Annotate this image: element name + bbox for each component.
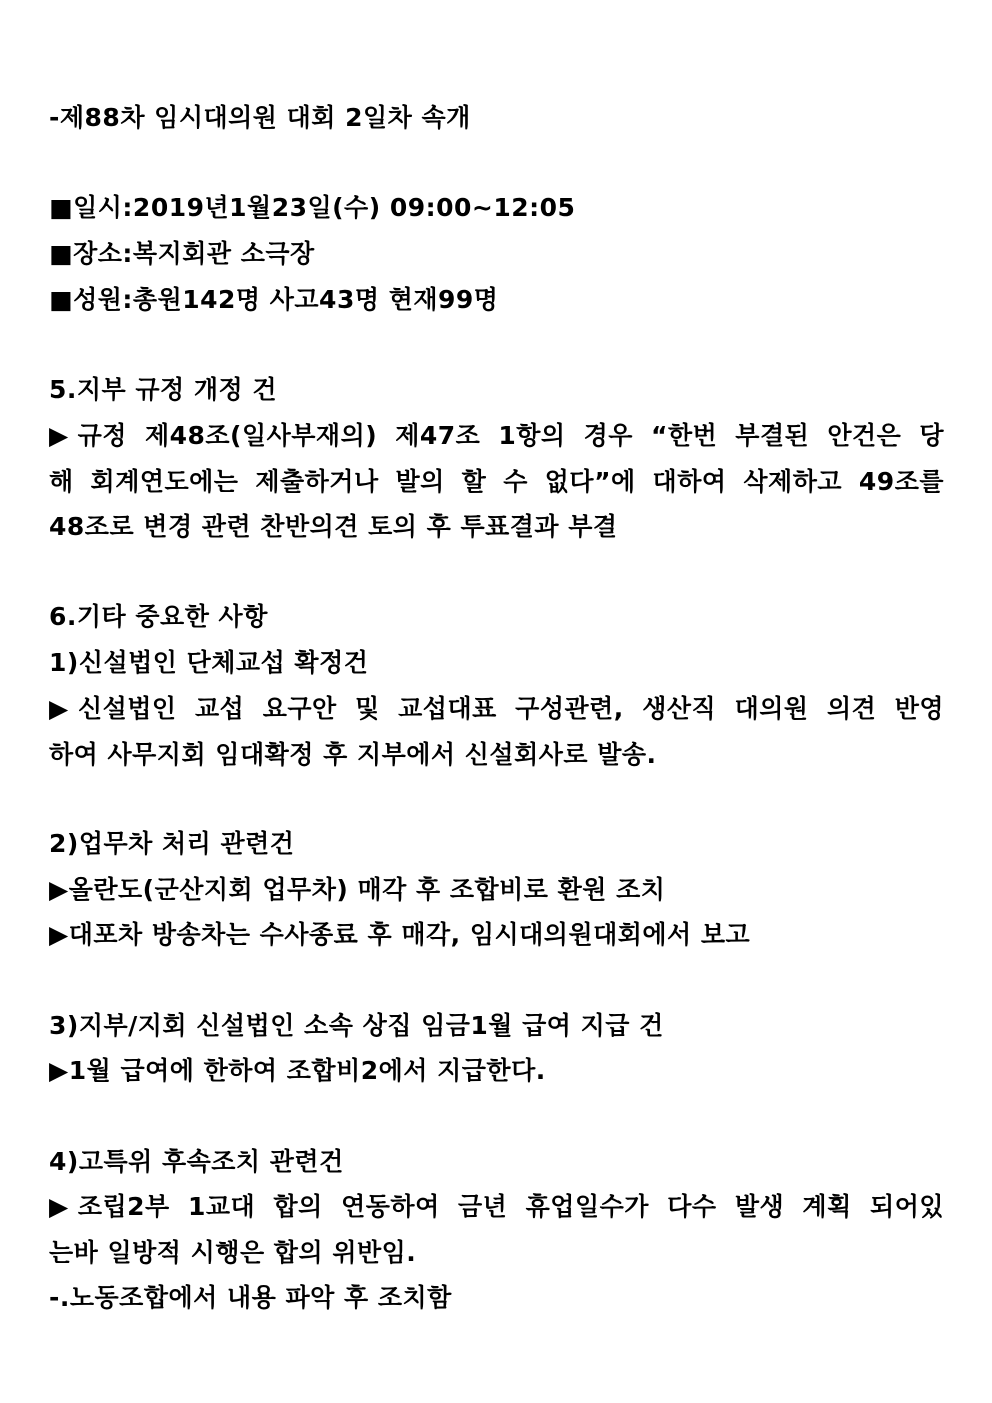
item-3-line: ▶1월 급여에 한하여 조합비2에서 지급한다. <box>49 1056 546 1085</box>
meeting-place: ■장소:복지회관 소극장 <box>49 239 315 268</box>
item-3-heading: 3)지부/지회 신설법인 소속 상집 임금1월 급여 지급 건 <box>49 1011 664 1040</box>
item-4-heading: 4)고특위 후속조치 관련건 <box>49 1147 344 1176</box>
item-1-heading: 1)신설법인 단체교섭 확정건 <box>49 648 369 677</box>
section-5-line: ▶규정 제48조(일사부재의) 제47조 1항의 경우 “한번 부결된 안건은 당 <box>49 421 944 450</box>
item-4-line: -.노동조합에서 내용 파악 후 조치함 <box>49 1283 452 1312</box>
item-4-line: ▶조립2부 1교대 합의 연동하여 금년 휴업일수가 다수 발생 계획 되어있 <box>49 1192 944 1221</box>
item-2-line: ▶대포차 방송차는 수사종료 후 매각, 임시대의원대회에서 보고 <box>49 920 751 949</box>
item-2-line: ▶올란도(군산지회 업무차) 매각 후 조합비로 환원 조치 <box>49 875 666 904</box>
meeting-quorum: ■성원:총원142명 사고43명 현재99명 <box>49 285 499 314</box>
section-5-line: 48조로 변경 관련 찬반의견 토의 후 투표결과 부결 <box>49 512 618 541</box>
section-5-heading: 5.지부 규정 개정 건 <box>49 375 278 404</box>
item-2-heading: 2)업무차 처리 관련건 <box>49 829 295 858</box>
item-4-line: 는바 일방적 시행은 합의 위반임. <box>49 1238 417 1267</box>
document-title: -제88차 임시대의원 대회 2일차 속개 <box>49 103 471 132</box>
meeting-datetime: ■일시:2019년1월23일(수) 09:00~12:05 <box>49 193 576 222</box>
item-1-line: 하여 사무지회 임대확정 후 지부에서 신설회사로 발송. <box>49 740 657 769</box>
section-6-heading: 6.기타 중요한 사항 <box>49 602 268 631</box>
section-5-line: 해 회계연도에는 제출하거나 발의 할 수 없다”에 대하여 삭제하고 49조를 <box>49 467 944 496</box>
item-1-line: ▶신설법인 교섭 요구안 및 교섭대표 구성관련, 생산직 대의원 의견 반영 <box>49 694 944 723</box>
